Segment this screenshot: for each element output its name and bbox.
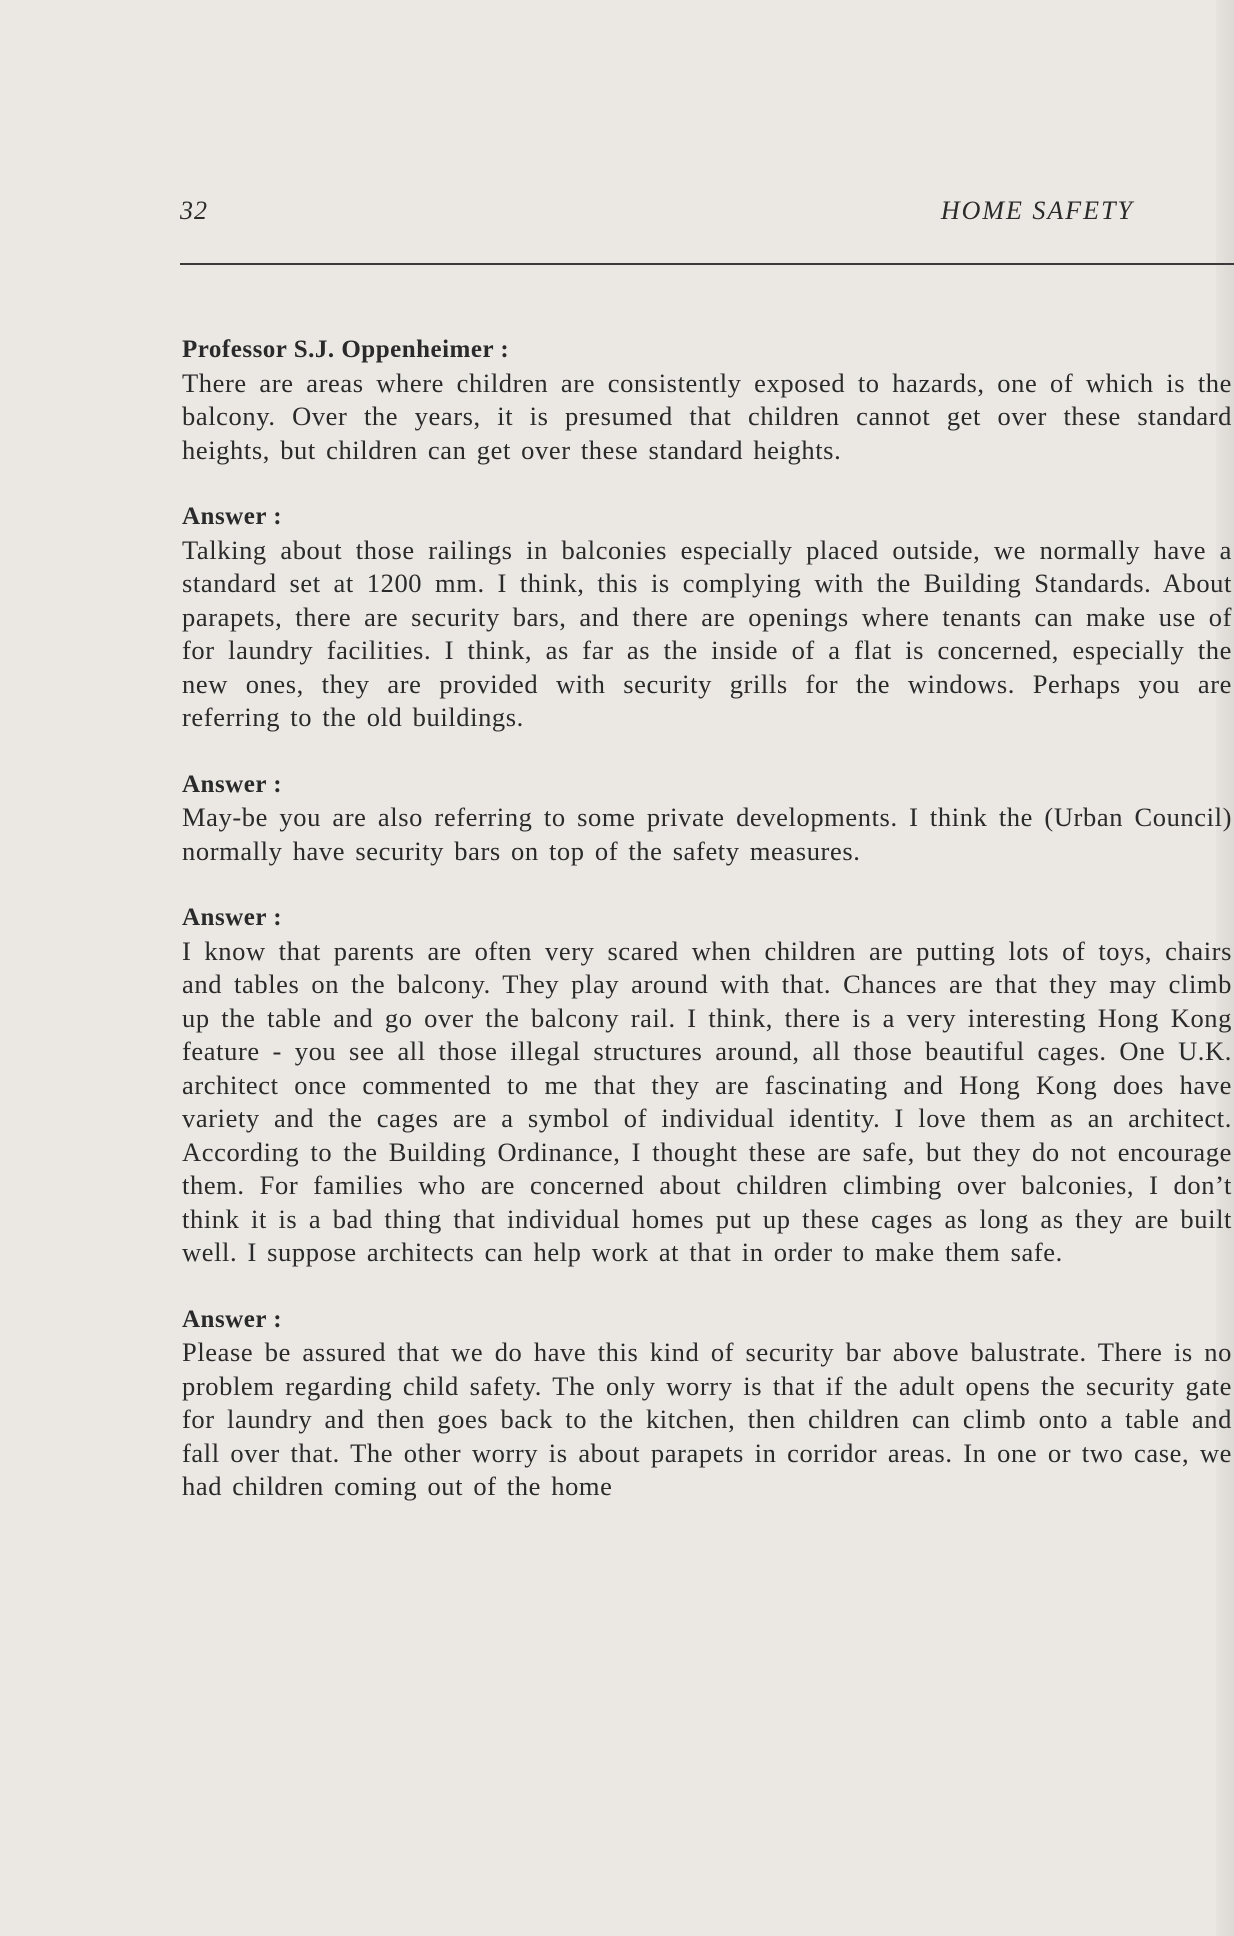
answer-section [182,1303,1232,1504]
speaker-section [182,333,1232,467]
speech-paragraph: Talking about those railings in balconies especially placed outside, we normally have a standard set at 1200 mm. I think, this is complying with the Building Standards. About parapets, there are security bars, and there are openings where tenants can make use of for laundry facilities. I think, as far as the inside of a flat is concerned, especially the new ones, they are provided with security grills for the windows. Perhaps you are referring to the old buildings. [182,534,1232,732]
answer-section [182,768,1232,869]
speech-paragraph: I know that parents are often very scared when children are putting lots of toys, chairs and tables on the balcony. They play around with that. Chances are that they may climb up the table and go over the balcony rail. I think, there is a very interesting Hong Kong feature - you see all those illegal structures around, all those beautiful cages. One U.K. architect once commented to me that they are fascinating and Hong Kong does have variety and the cages are a symbol of individual identity. I love them as an architect. According to the Building Ordinance, I thought these are safe, but they do not encourage them. For families who are concerned about children climbing over balconies, I don’t think it is a bad thing that individual homes put up these cages as long as they are built well. I suppose architects can help work at that in order to make them safe. [182,935,1232,1267]
speaker-name: Answer : [182,770,283,798]
page-body [182,333,1232,1537]
answer-section [182,500,1232,735]
speaker-name: Answer : [182,503,283,530]
speaker-name: Professor S.J. Oppenheimer : [182,336,510,363]
answer-section [182,901,1232,1270]
running-header [180,196,1134,236]
speech-paragraph: May-be you are also referring to some private developments. I think the (Urban Council) normally have security bars on top of the safety measures. [182,802,1232,866]
speaker-name: Answer : [182,1305,283,1333]
page-number: 32 [180,196,208,225]
speech-paragraph: There are areas where children are consistently exposed to hazards, one of which is the balcony. Over the years, it is presumed that children cannot get over these standard heights, but children can get over these standard heights. [182,367,1232,465]
header-rule [180,263,1234,265]
running-title: HOME SAFETY [940,196,1134,225]
speech-paragraph: Please be assured that we do have this kind of security bar above balustrate. There is no problem regarding child safety. The only worry is that if the adult opens the security gate for laundry and then goes back to the kitchen, then children can climb onto a table and fall over that. The other worry is about parapets in corridor areas. In one or two case, we had children coming out of the home [182,1337,1232,1501]
speaker-name: Answer : [182,904,283,931]
